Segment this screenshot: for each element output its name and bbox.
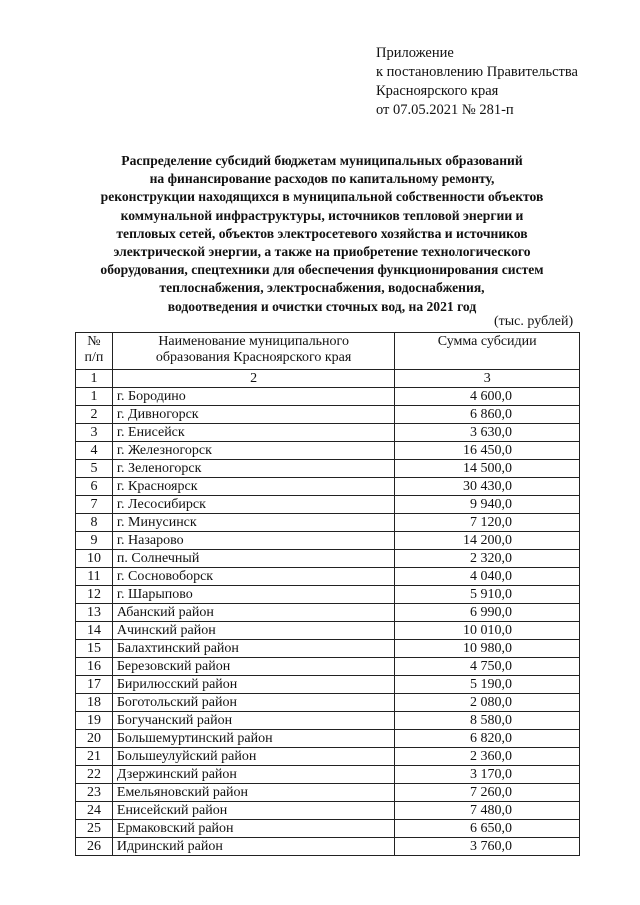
header-name (112, 333, 394, 370)
row-number: 1 (76, 388, 113, 406)
row-number: 12 (76, 586, 113, 604)
table-row (76, 694, 580, 712)
row-amount: 7 120,0 (395, 514, 580, 532)
table-row (76, 748, 580, 766)
row-amount: 6 820,0 (395, 730, 580, 748)
row-amount: 6 650,0 (395, 820, 580, 838)
row-number: 17 (76, 676, 113, 694)
row-municipality: Богучанский район (112, 712, 394, 730)
row-number: 15 (76, 640, 113, 658)
table-row (76, 514, 580, 532)
header-name-line2: образования Красноярского края (155, 350, 352, 365)
row-amount: 7 260,0 (395, 784, 580, 802)
row-municipality: Большемуртинский район (112, 730, 394, 748)
row-municipality: Абанский район (112, 604, 394, 622)
row-municipality: г. Красноярск (112, 478, 394, 496)
row-municipality: г. Железногорск (112, 442, 394, 460)
table-row (76, 496, 580, 514)
table-row (76, 388, 580, 406)
table-row (76, 478, 580, 496)
annex-block (376, 44, 578, 120)
title-line: электрической энергии, а также на приобретение технологического (113, 244, 531, 260)
table-row (76, 460, 580, 478)
row-amount: 10 010,0 (395, 622, 580, 640)
row-number: 8 (76, 514, 113, 532)
table-row (76, 658, 580, 676)
row-municipality: Емельяновский район (112, 784, 394, 802)
row-number: 9 (76, 532, 113, 550)
row-municipality: Боготольский район (112, 694, 394, 712)
table-row (76, 640, 580, 658)
row-number: 4 (76, 442, 113, 460)
row-amount: 30 430,0 (395, 478, 580, 496)
row-number: 14 (76, 622, 113, 640)
row-municipality: Большеулуйский район (112, 748, 394, 766)
row-amount: 4 040,0 (395, 568, 580, 586)
row-municipality: Дзержинский район (112, 766, 394, 784)
row-amount: 3 760,0 (395, 838, 580, 856)
row-amount: 9 940,0 (395, 496, 580, 514)
row-number: 19 (76, 712, 113, 730)
column-number: 1 (76, 370, 113, 388)
table-row (76, 730, 580, 748)
row-municipality: Бирилюсский район (112, 676, 394, 694)
title-line: Распределение субсидий бюджетам муниципальных образований (121, 153, 523, 168)
title-line: на финансирование расходов по капитальному ремонту, (149, 171, 495, 187)
row-municipality: Балахтинский район (112, 640, 394, 658)
column-numbers-row (76, 370, 580, 388)
row-number: 6 (76, 478, 113, 496)
row-number: 22 (76, 766, 113, 784)
title-line: коммунальной инфраструктуры, источников тепловой энергии и (120, 207, 524, 223)
row-number: 2 (76, 406, 113, 424)
row-number: 7 (76, 496, 113, 514)
row-number: 25 (76, 820, 113, 838)
header-number-line1: № (87, 334, 101, 349)
row-municipality: г. Енисейск (112, 424, 394, 442)
row-number: 3 (76, 424, 113, 442)
table-row (76, 676, 580, 694)
row-municipality: п. Солнечный (112, 550, 394, 568)
row-municipality: г. Лесосибирск (112, 496, 394, 514)
row-amount: 2 320,0 (395, 550, 580, 568)
row-number: 13 (76, 604, 113, 622)
row-amount: 2 360,0 (395, 748, 580, 766)
table-row (76, 802, 580, 820)
table-row (76, 406, 580, 424)
table-row (76, 550, 580, 568)
title-line: оборудования, спецтехники для обеспечения функционирования систем (100, 262, 544, 278)
row-amount: 14 500,0 (395, 460, 580, 478)
row-municipality: г. Назарово (112, 532, 394, 550)
units-label: (тыс. рублей) (494, 314, 574, 329)
row-amount: 4 600,0 (395, 388, 580, 406)
row-municipality: г. Сосновоборск (112, 568, 394, 586)
row-amount: 2 080,0 (395, 694, 580, 712)
annex-line: к постановлению Правительства (376, 64, 578, 80)
row-amount: 4 750,0 (395, 658, 580, 676)
table-row (76, 784, 580, 802)
row-amount: 3 630,0 (395, 424, 580, 442)
title-line: тепловых сетей, объектов электросетевого хозяйства и источников (116, 225, 528, 241)
row-amount: 5 910,0 (395, 586, 580, 604)
row-number: 21 (76, 748, 113, 766)
row-number: 18 (76, 694, 113, 712)
table-row (76, 820, 580, 838)
annex-line: Приложение (376, 45, 454, 61)
column-number: 2 (112, 370, 394, 388)
row-municipality: г. Минусинск (112, 514, 394, 532)
table-row (76, 604, 580, 622)
annex-line: Красноярского края (376, 83, 499, 99)
column-number: 3 (395, 370, 580, 388)
row-municipality: Ермаковский район (112, 820, 394, 838)
subsidy-table (75, 332, 580, 856)
row-number: 11 (76, 568, 113, 586)
table-row (76, 424, 580, 442)
row-number: 20 (76, 730, 113, 748)
table-row (76, 442, 580, 460)
row-municipality: г. Дивногорск (112, 406, 394, 424)
table-row (76, 766, 580, 784)
row-municipality: Енисейский район (112, 802, 394, 820)
row-municipality: Ачинский район (112, 622, 394, 640)
header-number-line2: п/п (84, 350, 104, 365)
title-line: водоотведения и очистки сточных вод, на 2021 год (167, 298, 477, 314)
row-amount: 7 480,0 (395, 802, 580, 820)
row-number: 10 (76, 550, 113, 568)
row-municipality: г. Бородино (112, 388, 394, 406)
header-amount: Сумма субсидии (395, 333, 580, 370)
row-number: 5 (76, 460, 113, 478)
row-amount: 3 170,0 (395, 766, 580, 784)
row-municipality: Березовский район (112, 658, 394, 676)
row-number: 16 (76, 658, 113, 676)
title-line: теплоснабжения, электроснабжения, водоснабжения, (159, 280, 485, 296)
row-municipality: г. Шарыпово (112, 586, 394, 604)
row-municipality: Идринский район (112, 838, 394, 856)
annex-line: от 07.05.2021 № 281-п (376, 102, 514, 118)
table-row (76, 838, 580, 856)
table-row (76, 586, 580, 604)
header-number (76, 333, 113, 370)
row-number: 26 (76, 838, 113, 856)
table-row (76, 532, 580, 550)
row-amount: 6 990,0 (395, 604, 580, 622)
row-number: 24 (76, 802, 113, 820)
document-title (62, 152, 582, 316)
row-amount: 6 860,0 (395, 406, 580, 424)
row-amount: 8 580,0 (395, 712, 580, 730)
table-row (76, 568, 580, 586)
row-amount: 14 200,0 (395, 532, 580, 550)
row-amount: 5 190,0 (395, 676, 580, 694)
header-name-line1: Наименование муниципального (158, 334, 349, 349)
row-municipality: г. Зеленогорск (112, 460, 394, 478)
row-amount: 16 450,0 (395, 442, 580, 460)
table-header-row (76, 333, 580, 370)
table-row (76, 622, 580, 640)
row-number: 23 (76, 784, 113, 802)
table-row (76, 712, 580, 730)
row-amount: 10 980,0 (395, 640, 580, 658)
title-line: реконструкции находящихся в муниципальной собственности объектов (100, 189, 544, 205)
